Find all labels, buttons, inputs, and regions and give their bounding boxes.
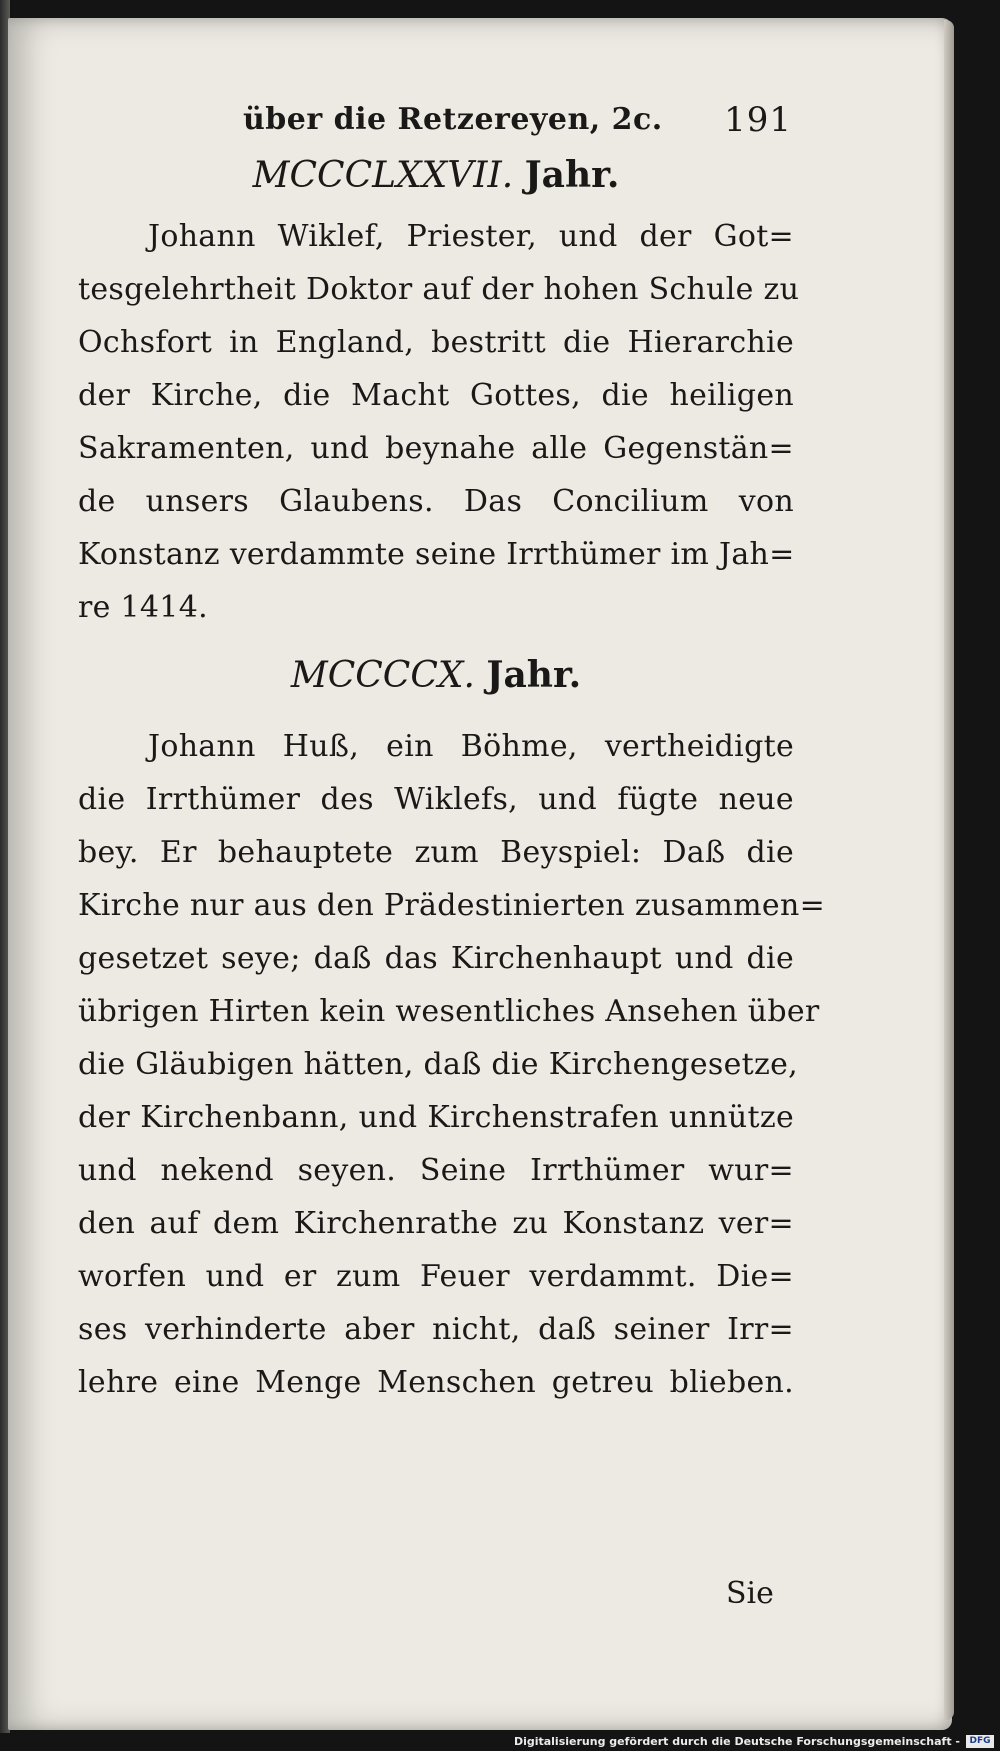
text-line: übrigen Hirten kein wesentliches Ansehen über bbox=[78, 994, 820, 1029]
text-line: den auf dem Kirchenrathe zu Konstanz ver= bbox=[78, 1206, 794, 1241]
page-number: 191 bbox=[724, 100, 792, 140]
footer-credit: Digitalisierung gefördert durch die Deutsche Forschungsgemeinschaft - bbox=[513, 1735, 960, 1748]
section-heading-2 bbox=[78, 654, 794, 702]
paragraph-huss bbox=[78, 720, 826, 1409]
text-line: die Gläubigen hätten, daß die Kirchengesetze, bbox=[78, 1047, 798, 1082]
text-line: und nekend seyen. Seine Irrthümer wur= bbox=[78, 1153, 794, 1188]
text-line: de unsers Glaubens. Das Concilium von bbox=[78, 484, 794, 519]
year-numeral: MCCCLXXVII. bbox=[252, 155, 514, 196]
text-line: Ochsfort in England, bestritt die Hierarchie bbox=[78, 325, 794, 360]
text-line: Konstanz verdammte seine Irrthümer im Jah= bbox=[78, 537, 795, 572]
running-head bbox=[78, 98, 794, 150]
text-line: tesgelehrtheit Doktor auf der hohen Schule zu bbox=[78, 272, 800, 307]
section-heading-1 bbox=[78, 154, 794, 202]
paragraph-wiklef bbox=[78, 210, 800, 634]
text-line: die Irrthümer des Wiklefs, und fügte neue bbox=[78, 782, 794, 817]
text-line: der Kirchenbann, und Kirchenstrafen unnütze bbox=[78, 1100, 794, 1135]
text-line: Kirche nur aus den Prädestinierten zusammen= bbox=[78, 888, 826, 923]
year-word: Jahr. bbox=[524, 154, 620, 196]
text-line: gesetzet seye; daß das Kirchenhaupt und die bbox=[78, 941, 794, 976]
text-line: Johann Huß, ein Böhme, vertheidigte bbox=[148, 729, 794, 764]
page-edge bbox=[944, 20, 954, 1720]
text-line: lehre eine Menge Menschen getreu blieben. bbox=[78, 1365, 794, 1400]
running-title: über die Retzereyen, 2c. bbox=[243, 102, 663, 137]
text-line: Johann Wiklef, Priester, und der Got= bbox=[148, 219, 794, 254]
year-word: Jahr. bbox=[486, 654, 582, 696]
dfg-logo-icon: DFG bbox=[966, 1735, 994, 1748]
page-text bbox=[78, 98, 826, 1611]
text-line: Sakramenten, und beynahe alle Gegenstän= bbox=[78, 431, 794, 466]
text-line: re 1414. bbox=[78, 590, 208, 625]
year-numeral: MCCCCX. bbox=[290, 655, 475, 696]
catchword: Sie bbox=[726, 1576, 774, 1611]
text-line: bey. Er behauptete zum Beyspiel: Daß die bbox=[78, 835, 794, 870]
text-line: der Kirche, die Macht Gottes, die heiligen bbox=[78, 378, 794, 413]
text-line: ses verhinderte aber nicht, daß seiner Irr= bbox=[78, 1312, 794, 1347]
text-line: worfen und er zum Feuer verdammt. Die= bbox=[78, 1259, 794, 1294]
